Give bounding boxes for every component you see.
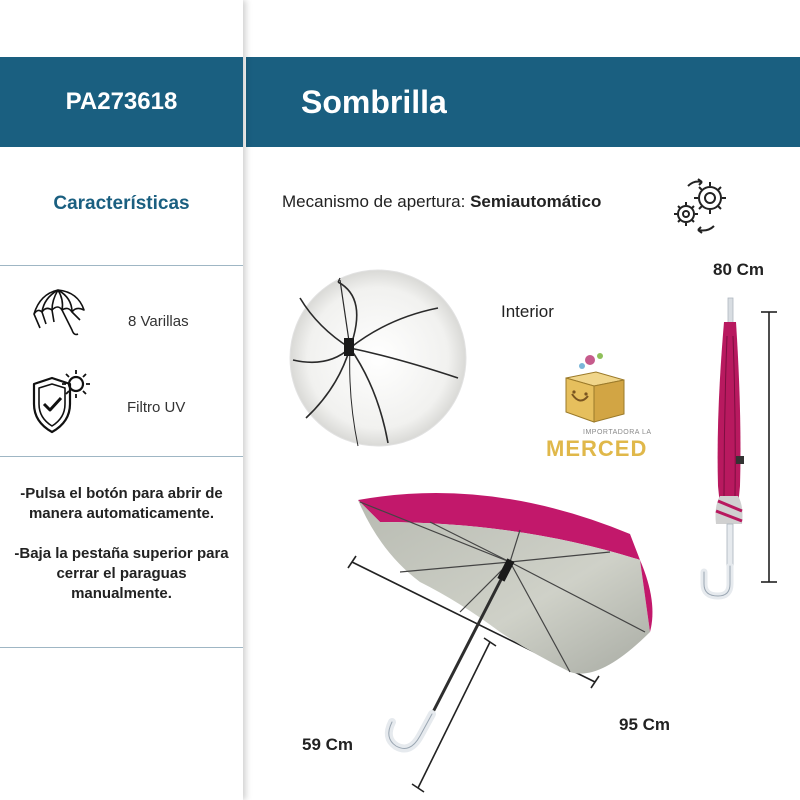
- divider: [0, 456, 243, 457]
- umbrella-interior-photo: [288, 268, 468, 448]
- divider: [0, 265, 243, 266]
- shaft-dimension-label: 59 Cm: [302, 735, 354, 754]
- height-dimension-label: 80 Cm: [713, 260, 765, 279]
- umbrella-ribs-icon: [28, 284, 90, 346]
- features-title: Características: [53, 193, 190, 214]
- product-title: Sombrilla: [246, 57, 800, 147]
- closed-umbrella-photo: [680, 296, 790, 606]
- product-code: PA273618: [0, 57, 243, 147]
- opening-mechanism: [282, 192, 601, 212]
- open-umbrella-photo: [340, 482, 660, 800]
- brand-logo-icon: [558, 350, 632, 428]
- radius-dimension-label: 95 Cm: [619, 715, 671, 734]
- interior-label: Interior: [501, 302, 554, 321]
- feature-ribs-label: 8 Varillas: [128, 313, 189, 330]
- mechanism-value: Semiautomático: [470, 192, 602, 211]
- instruction-close: -Baja la pestaña superior para cerrar el paraguas manualmente.: [14, 545, 229, 602]
- brand-name: MERCED: [546, 436, 648, 461]
- feature-uv-label: Filtro UV: [127, 399, 186, 416]
- uv-shield-icon: [26, 366, 100, 438]
- brand-small-text: IMPORTADORA LA: [583, 429, 652, 436]
- mechanism-label: Mecanismo de apertura:: [282, 192, 466, 211]
- usage-instructions: [0, 484, 243, 624]
- divider: [0, 647, 243, 648]
- gears-icon: [668, 176, 734, 234]
- instruction-open: -Pulsa el botón para abrir de manera automaticamente.: [20, 485, 223, 522]
